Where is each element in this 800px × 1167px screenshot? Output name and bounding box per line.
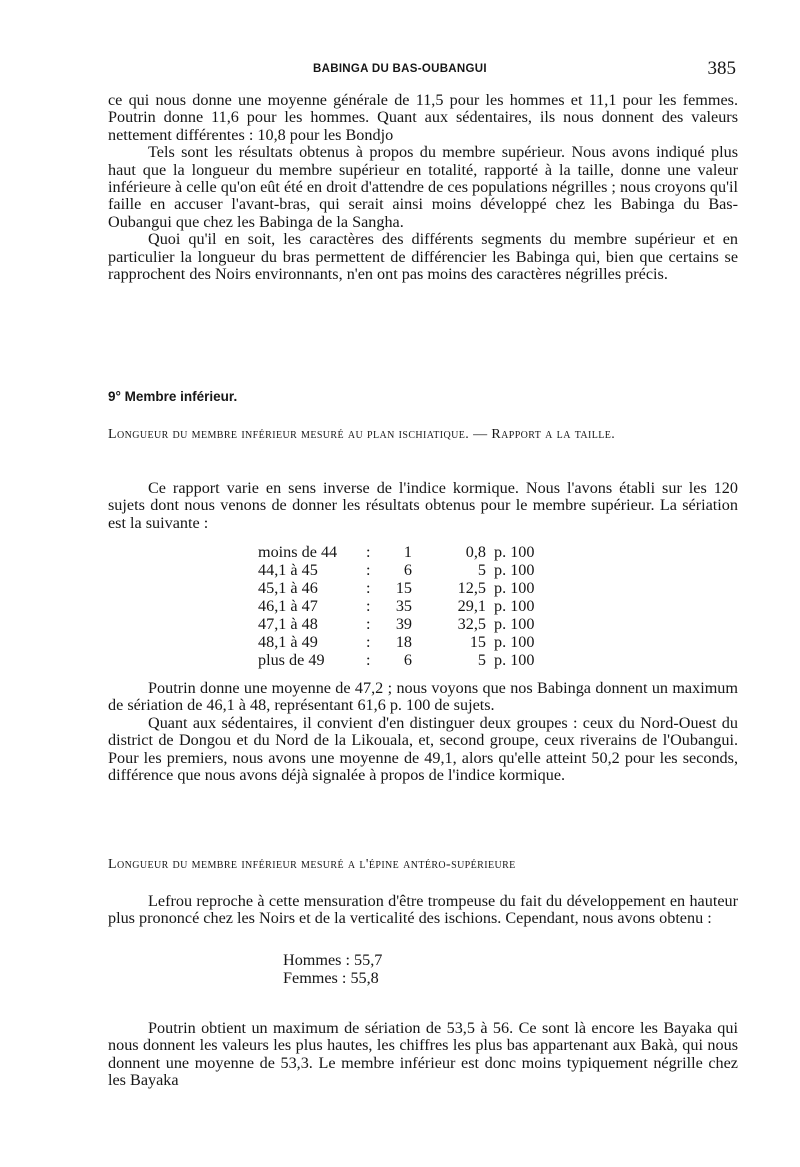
paragraph-continuation: ce qui nous donne une moyenne générale de 11,5 pour les hommes et 11,1 pour les femmes. Poutrin donne 11,6 pour les hommes. Quant aux sédentaires, ils nous donnent des valeurs nettement différentes : 10,8 pour les Bondjo bbox=[108, 91, 738, 144]
unit-cell: p. 100 bbox=[494, 543, 535, 561]
paragraph-conclusion: Quoi qu'il en soit, les caractères des différents segments du membre supérieur et en particulier la longueur du bras permettent de différencier les Babinga qui, bien que certains se rapprochent des Noirs environnants, n'en ont pas moins des caractères négrilles précis. bbox=[108, 230, 738, 284]
unit-cell: p. 100 bbox=[494, 579, 535, 597]
final-block bbox=[108, 1020, 738, 1090]
paragraph-poutrin-moyenne: Poutrin donne une moyenne de 47,2 ; nous voyons que nos Babinga donnent un maximum de sériation de 46,1 à 48, représentant 61,6 p. 100 de sujets. bbox=[108, 679, 738, 715]
table-row bbox=[258, 579, 554, 597]
range-cell: plus de 49 bbox=[258, 651, 325, 669]
percent-cell: 5 bbox=[477, 651, 486, 669]
result-value: : 55,7 bbox=[345, 951, 383, 969]
colon-cell: : bbox=[366, 543, 371, 561]
unit-cell: p. 100 bbox=[494, 561, 535, 579]
count-cell: 15 bbox=[395, 579, 412, 597]
unit-cell: p. 100 bbox=[494, 633, 535, 651]
range-cell: 45,1 à 46 bbox=[258, 579, 318, 597]
percent-cell: 12,5 bbox=[457, 579, 486, 597]
unit-cell: p. 100 bbox=[494, 597, 535, 615]
colon-cell: : bbox=[366, 597, 371, 615]
lefrou-block bbox=[108, 893, 738, 928]
table-row bbox=[258, 543, 554, 561]
paragraph-seriation-intro: Ce rapport varie en sens inverse de l'indice kormique. Nous l'avons établi sur les 120 sujets dont nous venons de donner les résultats obtenus pour le membre supérieur. La sériation est la suivante : bbox=[108, 479, 738, 532]
table-row bbox=[258, 597, 554, 615]
result-label: Hommes bbox=[283, 951, 342, 969]
range-cell: 47,1 à 48 bbox=[258, 615, 318, 633]
count-cell: 6 bbox=[403, 651, 412, 669]
range-cell: moins de 44 bbox=[258, 543, 338, 561]
unit-cell: p. 100 bbox=[494, 651, 535, 669]
subheading-ischiatique: Longueur du membre inférieur mesuré au plan ischiatique. — Rapport a la taille. bbox=[108, 427, 616, 442]
results-list bbox=[283, 951, 382, 987]
result-row bbox=[283, 969, 382, 987]
range-cell: 46,1 à 47 bbox=[258, 597, 318, 615]
result-value: : 55,8 bbox=[341, 969, 379, 987]
running-title: BABINGA DU BAS-OUBANGUI bbox=[313, 63, 487, 75]
seriation-intro bbox=[108, 480, 738, 532]
colon-cell: : bbox=[366, 561, 371, 579]
range-cell: 48,1 à 49 bbox=[258, 633, 318, 651]
table-row bbox=[258, 615, 554, 633]
paragraph-lefrou: Lefrou reproche à cette mensuration d'être trompeuse du fait du développement en hauteur plus prononcé chez les Noirs et de la verticalité des ischions. Cependant, nous avons obtenu : bbox=[108, 892, 738, 928]
paragraph-final: Poutrin obtient un maximum de sériation de 53,5 à 56. Ce sont là encore les Bayaka qui nous donnent les valeurs les plus hautes, les chiffres les plus bas appartenant aux Bakà, qui nous donnent une moyenne de 53,3. Le membre inférieur est donc moins typiquement négrille chez les Bayaka bbox=[108, 1019, 738, 1090]
section-title: 9° Membre inférieur. bbox=[108, 389, 238, 404]
colon-cell: : bbox=[366, 651, 371, 669]
page-number: 385 bbox=[707, 58, 736, 79]
count-cell: 39 bbox=[395, 615, 412, 633]
percent-cell: 29,1 bbox=[457, 597, 486, 615]
subheading-epine: Longueur du membre inférieur mesuré a l'épine antéro-supérieure bbox=[108, 857, 516, 872]
range-cell: 44,1 à 45 bbox=[258, 561, 318, 579]
count-cell: 35 bbox=[395, 597, 412, 615]
paragraph-membre-superieur: Tels sont les résultats obtenus à propos du membre supérieur. Nous avons indiqué plus haut que la longueur du membre supérieur en totalité, rapporté à la taille, donne une valeur inférieure à celle qu'on eût été en droit d'attendre de ces populations négrilles ; nous croyons qu'il faille en accuser l'avant-bras, qui serait ainsi moins développé chez les Babinga du Bas-Oubangui que chez les Babinga de la Sangha. bbox=[108, 143, 738, 231]
colon-cell: : bbox=[366, 633, 371, 651]
count-cell: 6 bbox=[403, 561, 412, 579]
paragraph-sedentaires: Quant aux sédentaires, il convient d'en distinguer deux groupes : ceux du Nord-Ouest du district de Dongou et du Nord de la Likouala, et, second groupe, ceux riverains de l'Oubangui. Pour les premiers, nous avons une moyenne de 49,1, alors qu'elle atteint 50,2 pour les seconds, différence que nous avons déjà signalée à propos de l'indice kormique. bbox=[108, 713, 738, 785]
count-cell: 18 bbox=[395, 633, 412, 651]
colon-cell: : bbox=[366, 579, 371, 597]
unit-cell: p. 100 bbox=[494, 615, 535, 633]
result-label: Femmes bbox=[283, 969, 338, 987]
table-row bbox=[258, 561, 554, 579]
running-head bbox=[108, 60, 738, 80]
table-row bbox=[258, 651, 554, 669]
percent-cell: 32,5 bbox=[457, 615, 486, 633]
percent-cell: 0,8 bbox=[465, 543, 486, 561]
seriation-table bbox=[258, 543, 554, 669]
middle-paragraphs bbox=[108, 680, 738, 784]
result-row bbox=[283, 951, 382, 969]
percent-cell: 5 bbox=[477, 561, 486, 579]
colon-cell: : bbox=[366, 615, 371, 633]
table-row bbox=[258, 633, 554, 651]
percent-cell: 15 bbox=[469, 633, 486, 651]
count-cell: 1 bbox=[403, 543, 412, 561]
opening-paragraphs bbox=[108, 92, 738, 283]
